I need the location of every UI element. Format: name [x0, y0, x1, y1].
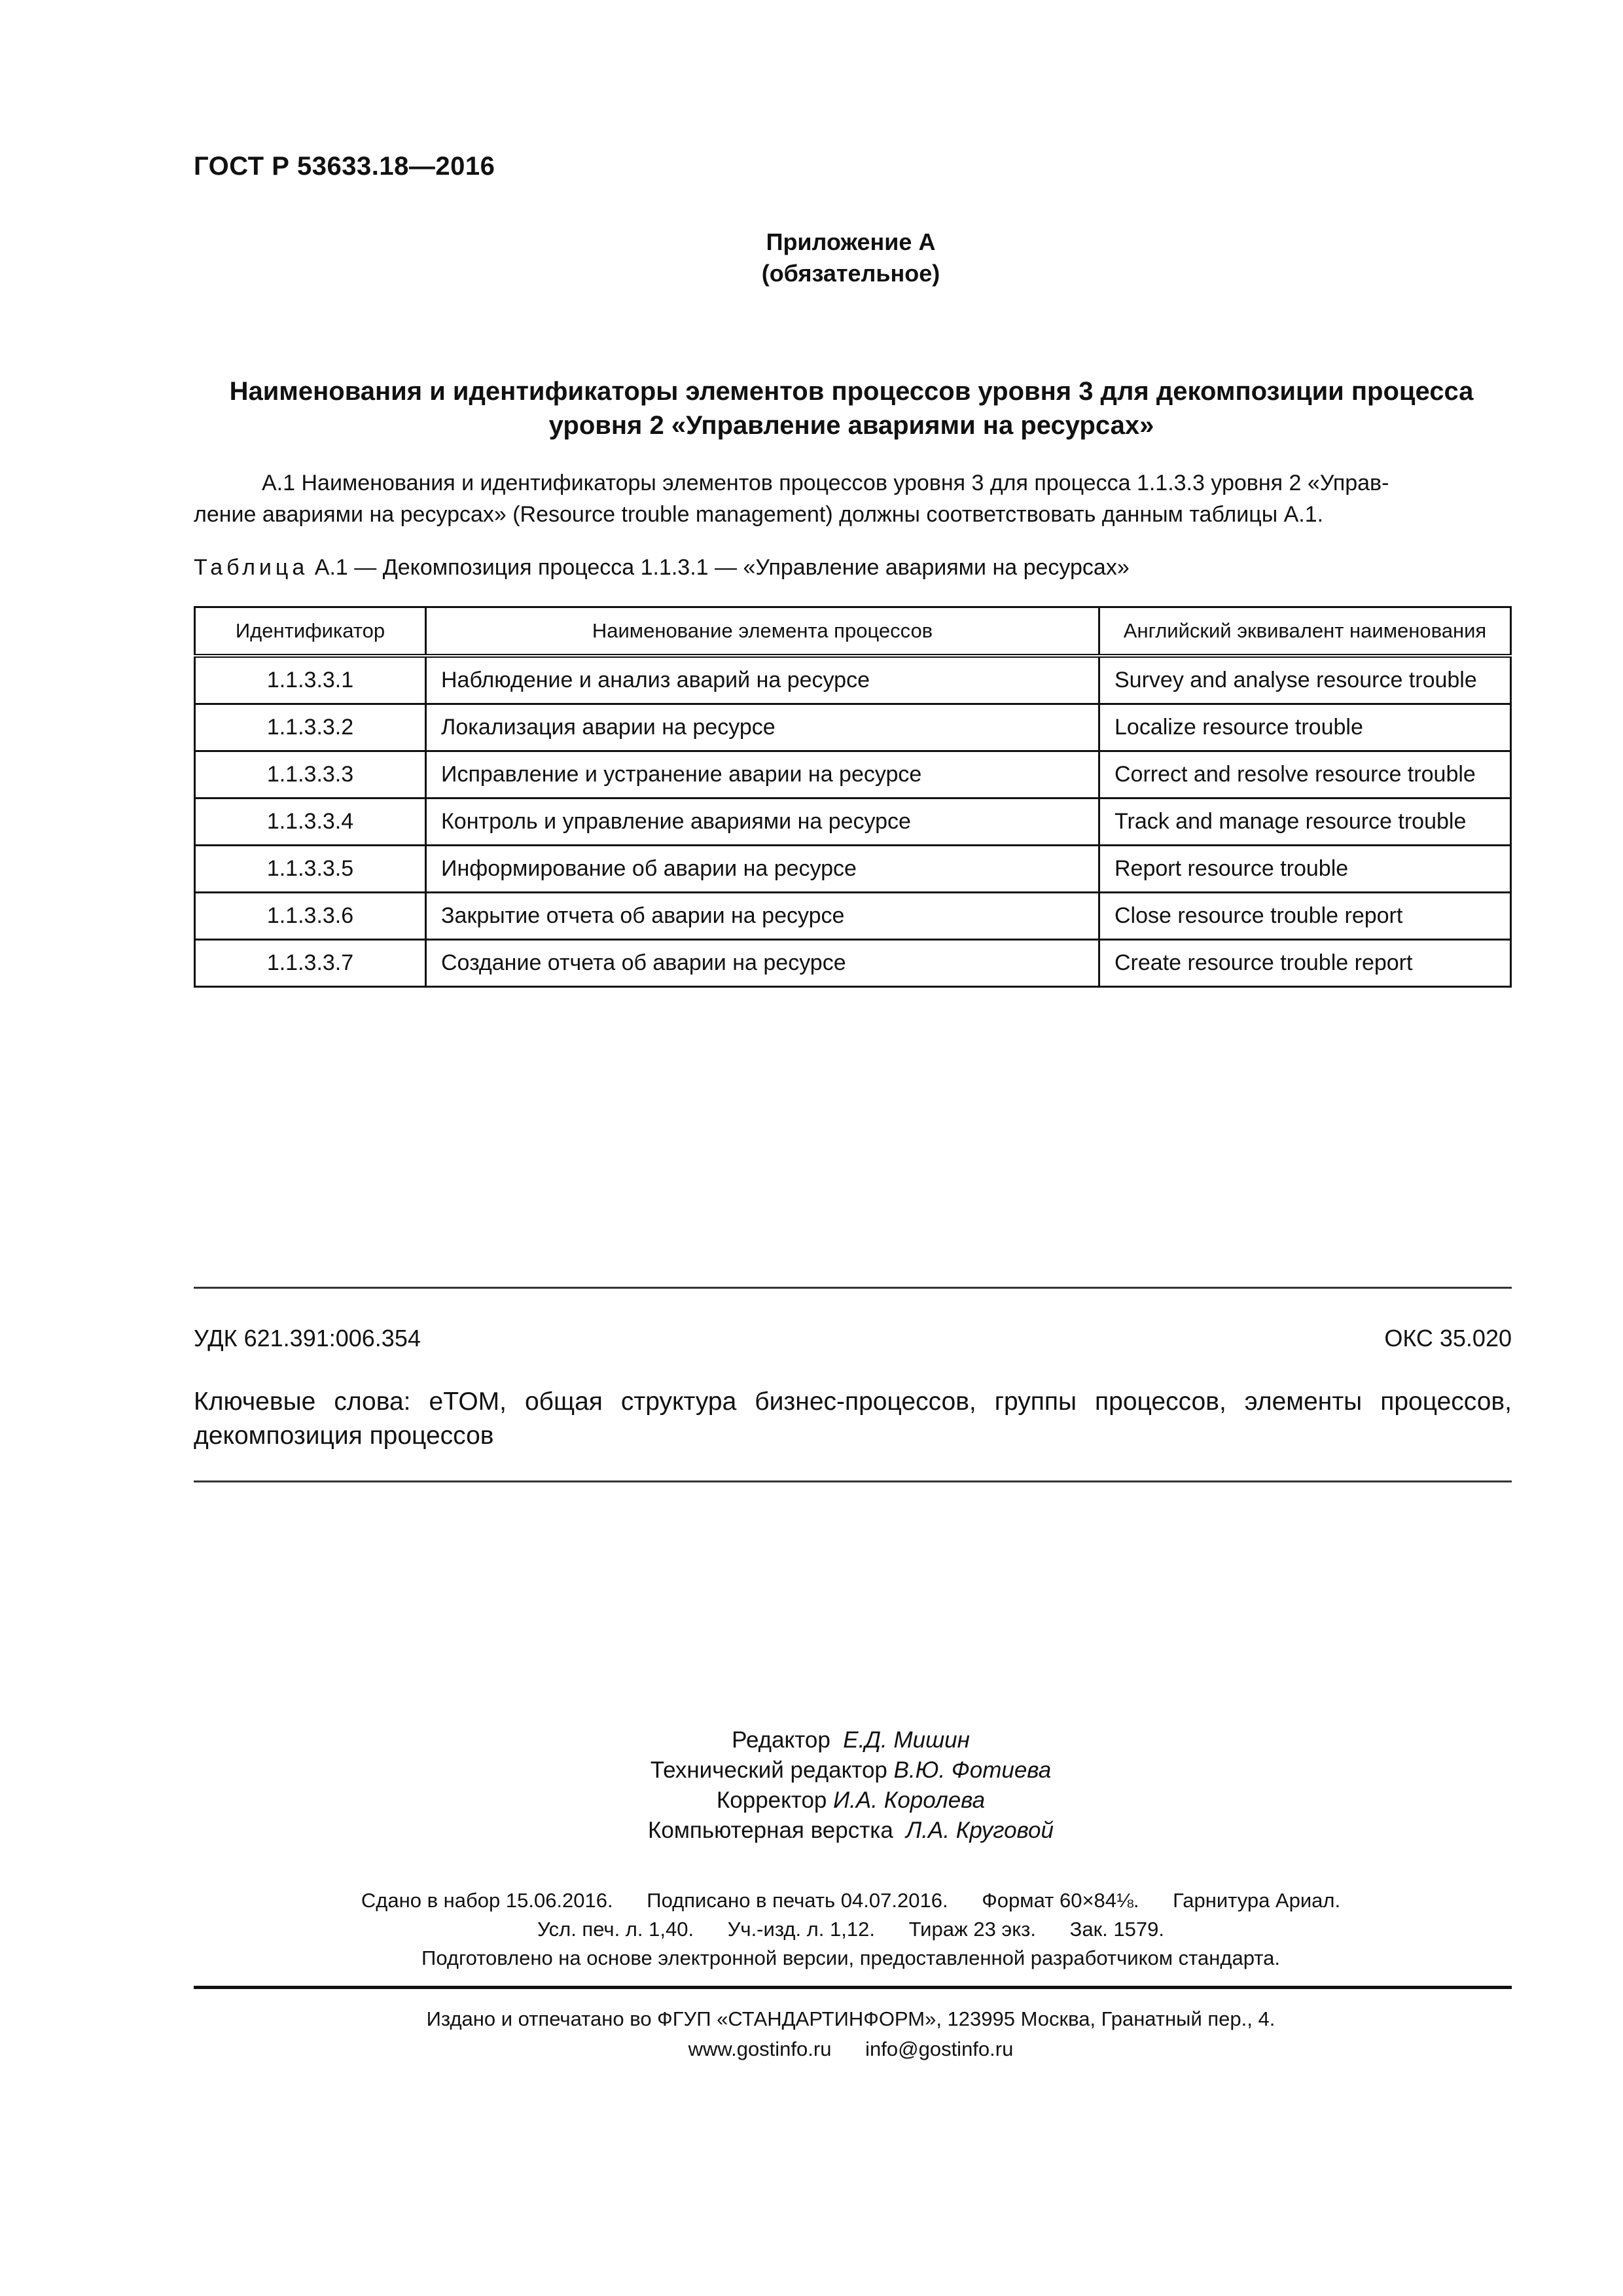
publisher-contacts: www.gostinfo.ru info@gostinfo.ru — [688, 2037, 1014, 2060]
keywords-line-2: декомпозиция процессов — [194, 1422, 494, 1450]
table-row — [195, 751, 1511, 798]
annex-status: (обязательное) — [761, 260, 940, 287]
oks-code: ОКС 35.020 — [1384, 1325, 1512, 1352]
cell-name: Закрытие отчета об аварии на ресурсе — [426, 893, 1099, 940]
cell-english: Track and manage resource trouble — [1099, 798, 1511, 846]
cell-identifier: 1.1.3.3.7 — [195, 940, 426, 987]
standard-designation: ГОСТ Р 53633.18—2016 — [194, 152, 495, 181]
divider-top — [194, 1287, 1512, 1289]
cell-name: Исправление и устранение аварии на ресурсе — [426, 751, 1099, 798]
cell-name: Локализация аварии на ресурсе — [426, 704, 1099, 751]
imprint-line-2: Усл. печ. л. 1,40. Уч.-изд. л. 1,12. Тираж 23 экз. Зак. 1579. — [537, 1918, 1164, 1941]
table-row — [195, 940, 1511, 987]
credits — [0, 1725, 1623, 1846]
table-row — [195, 846, 1511, 893]
table-row — [195, 893, 1511, 940]
cell-identifier: 1.1.3.3.4 — [195, 798, 426, 846]
credit-editor: Редактор Е.Д. Мишин — [732, 1727, 970, 1753]
column-header-name: Наименование элемента процессов — [426, 607, 1099, 656]
section-title-line-2: уровня 2 «Управление авариями на ресурсах» — [548, 411, 1154, 440]
cell-identifier: 1.1.3.3.2 — [195, 704, 426, 751]
table-row — [195, 704, 1511, 751]
column-header-english: Английский эквивалент наименования — [1099, 607, 1511, 656]
divider-keywords — [194, 1480, 1512, 1482]
column-header-identifier: Идентификатор — [195, 607, 426, 656]
cell-english: Localize resource trouble — [1099, 704, 1511, 751]
credit-proofreader: Корректор И.А. Королева — [716, 1787, 986, 1813]
imprint-line-1: Сдано в набор 15.06.2016. Подписано в печать 04.07.2016. Формат 60×84⅛. Гарнитура Ариал. — [361, 1889, 1341, 1912]
imprint-line-3: Подготовлено на основе электронной версии, предоставленной разработчиком стандарта. — [421, 1946, 1280, 1969]
table-header-row — [195, 607, 1511, 656]
imprint — [0, 1886, 1623, 1973]
credit-tech-editor: Технический редактор В.Ю. Фотиева — [650, 1757, 1052, 1783]
section-title — [194, 374, 1509, 442]
table-caption — [194, 555, 1130, 581]
cell-identifier: 1.1.3.3.6 — [195, 893, 426, 940]
paragraph-line-1: А.1 Наименования и идентификаторы элементов процессов уровня 3 для процесса 1.1.3.3 уровня 2 «Управ- — [262, 471, 1389, 495]
section-title-line-1: Наименования и идентификаторы элементов процессов уровня 3 для декомпозиции процесса — [229, 377, 1474, 406]
cell-english: Survey and analyse resource trouble — [1099, 656, 1511, 704]
cell-name: Наблюдение и анализ аварий на ресурсе — [426, 656, 1099, 704]
paragraph-a1 — [194, 467, 1509, 530]
process-table — [194, 606, 1512, 988]
credit-layout: Компьютерная верстка Л.А. Круговой — [647, 1818, 1054, 1843]
annex-heading — [0, 226, 1623, 289]
publisher — [0, 2004, 1623, 2064]
cell-identifier: 1.1.3.3.5 — [195, 846, 426, 893]
cell-name: Создание отчета об аварии на ресурсе — [426, 940, 1099, 987]
cell-name: Информирование об аварии на ресурсе — [426, 846, 1099, 893]
table-row — [195, 656, 1511, 704]
cell-english: Close resource trouble report — [1099, 893, 1511, 940]
cell-identifier: 1.1.3.3.3 — [195, 751, 426, 798]
table-caption-text: А.1 — Декомпозиция процесса 1.1.3.1 — «Управление авариями на ресурсах» — [314, 555, 1130, 580]
cell-name: Контроль и управление авариями на ресурсе — [426, 798, 1099, 846]
paragraph-line-2: ление авариями на ресурсах» (Resource trouble management) должны соответствовать данным таблицы А.1. — [194, 502, 1324, 527]
cell-identifier: 1.1.3.3.1 — [195, 656, 426, 704]
annex-title: Приложение А — [766, 228, 936, 255]
cell-english: Correct and resolve resource trouble — [1099, 751, 1511, 798]
publisher-line-1: Издано и отпечатано во ФГУП «СТАНДАРТИНФОРМ», 123995 Москва, Гранатный пер., 4. — [426, 2007, 1275, 2030]
divider-publisher — [194, 1986, 1512, 1989]
cell-english: Report resource trouble — [1099, 846, 1511, 893]
keywords-line-1: Ключевые слова: eTOM, общая структура бизнес-процессов, группы процессов, элементы процессов, — [194, 1388, 1512, 1416]
cell-english: Create resource trouble report — [1099, 940, 1511, 987]
table-row — [195, 798, 1511, 846]
table-caption-label: Таблица — [194, 555, 309, 580]
keywords — [194, 1385, 1512, 1453]
udc-code: УДК 621.391:006.354 — [194, 1325, 421, 1352]
